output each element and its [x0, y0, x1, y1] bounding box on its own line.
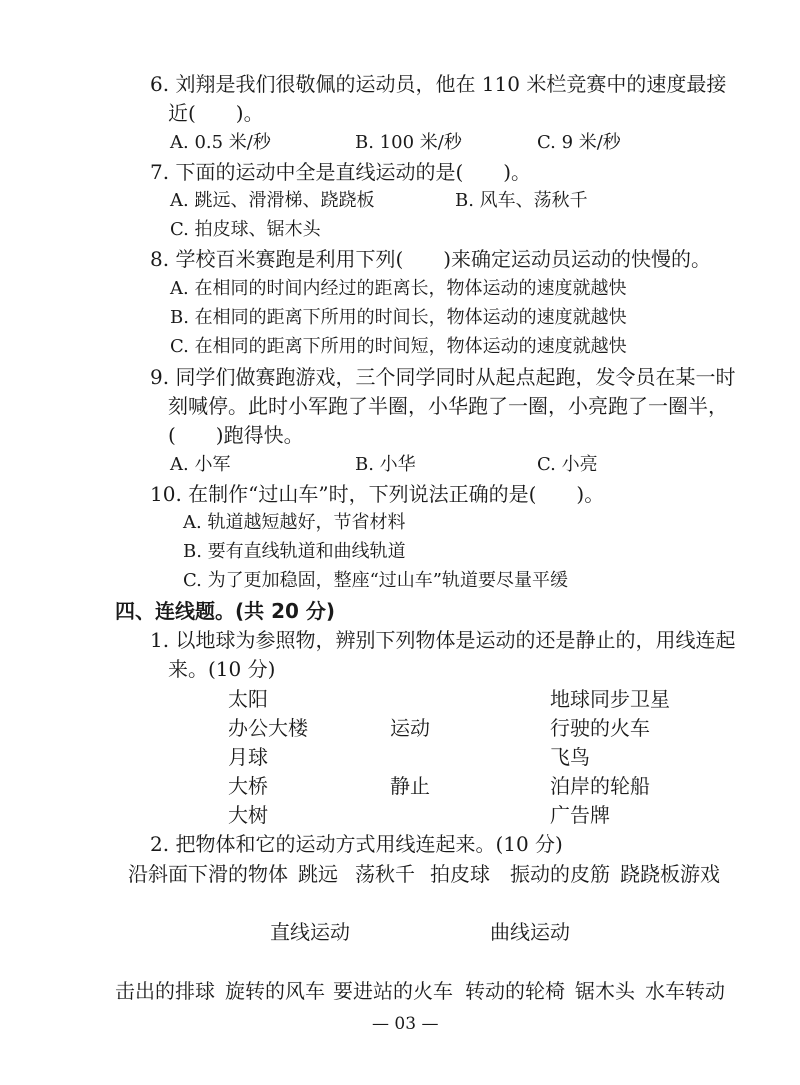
q7-option-a: A. 跳远、滑滑梯、跷跷板: [170, 190, 375, 211]
q6-stem-line1: 6. 刘翔是我们很敬佩的运动员，他在 110 米栏竞赛中的速度最接: [150, 72, 727, 96]
q10-stem: 10. 在制作“过山车”时，下列说法正确的是( )。: [150, 482, 605, 506]
q10-option-c: C. 为了更加稳固，整座“过山车”轨道要尽量平缓: [183, 570, 568, 591]
p1-right-item: 行驶的火车: [550, 716, 650, 740]
section-title: 四、连线题。(共 20 分): [115, 599, 336, 623]
p2-bottom-item: 水车转动: [645, 979, 725, 1003]
q6-stem-line2: 近( )。: [168, 101, 264, 125]
p2-stem: 2. 把物体和它的运动方式用线连起来。(10 分): [150, 832, 563, 856]
q10-option-b: B. 要有直线轨道和曲线轨道: [183, 541, 406, 562]
p1-left-item: 大树: [228, 803, 268, 827]
p2-top-item: 跷跷板游戏: [620, 862, 720, 886]
q6-option-c: C. 9 米/秒: [537, 132, 621, 153]
q9-option-a: A. 小军: [170, 454, 231, 475]
q9-stem-line2: 刻喊停。此时小军跑了半圈，小华跑了一圈，小亮跑了一圈半，: [168, 394, 728, 418]
q10-option-a: A. 轨道越短越好，节省材料: [183, 512, 406, 533]
q9-option-c: C. 小亮: [537, 454, 598, 475]
p2-bottom-item: 锯木头: [575, 979, 635, 1003]
p1-right-item: 飞鸟: [550, 745, 590, 769]
p1-left-item: 办公大楼: [228, 716, 308, 740]
q9-option-b: B. 小华: [355, 454, 416, 475]
p1-right-item: 地球同步卫星: [550, 687, 670, 711]
page-number: — 03 —: [372, 1014, 439, 1034]
q9-stem-line1: 9. 同学们做赛跑游戏，三个同学同时从起点起跑，发令员在某一时: [150, 365, 736, 389]
q6-option-b: B. 100 米/秒: [355, 132, 462, 153]
p2-bottom-item: 转动的轮椅: [465, 979, 565, 1003]
q9-stem-line3: ( )跑得快。: [168, 423, 304, 447]
p2-bottom-item: 击出的排球: [115, 979, 215, 1003]
p2-top-item: 沿斜面下滑的物体: [128, 862, 288, 886]
p1-stem-line1: 1. 以地球为参照物，辨别下列物体是运动的还是静止的，用线连起: [150, 628, 736, 652]
q6-option-a: A. 0.5 米/秒: [170, 132, 271, 153]
p1-right-item: 广告牌: [550, 803, 610, 827]
q8-option-b: B. 在相同的距离下所用的时间长，物体运动的速度就越快: [170, 307, 627, 328]
p1-left-item: 大桥: [228, 774, 268, 798]
q8-option-c: C. 在相同的距离下所用的时间短，物体运动的速度就越快: [170, 336, 627, 357]
p2-top-item: 振动的皮筋: [510, 862, 610, 886]
p2-top-item: 荡秋千: [355, 862, 415, 886]
q8-stem: 8. 学校百米赛跑是利用下列( )来确定运动员运动的快慢的。: [150, 247, 712, 271]
p2-mid-item: 曲线运动: [490, 920, 570, 944]
p2-top-item: 拍皮球: [430, 862, 490, 886]
p1-right-item: 泊岸的轮船: [550, 774, 650, 798]
p2-top-item: 跳远: [298, 862, 338, 886]
q7-option-c: C. 拍皮球、锯木头: [170, 219, 321, 240]
p1-middle-item: 运动: [390, 716, 430, 740]
p2-bottom-item: 要进站的火车: [333, 979, 453, 1003]
p2-mid-item: 直线运动: [270, 920, 350, 944]
p1-stem-line2: 来。(10 分): [168, 657, 276, 681]
q7-option-b: B. 风车、荡秋千: [455, 190, 588, 211]
q8-option-a: A. 在相同的时间内经过的距离长，物体运动的速度就越快: [170, 278, 627, 299]
p1-left-item: 太阳: [228, 687, 268, 711]
p1-left-item: 月球: [228, 745, 268, 769]
q7-stem: 7. 下面的运动中全是直线运动的是( )。: [150, 160, 532, 184]
p2-bottom-item: 旋转的风车: [225, 979, 325, 1003]
p1-middle-item: 静止: [390, 774, 430, 798]
